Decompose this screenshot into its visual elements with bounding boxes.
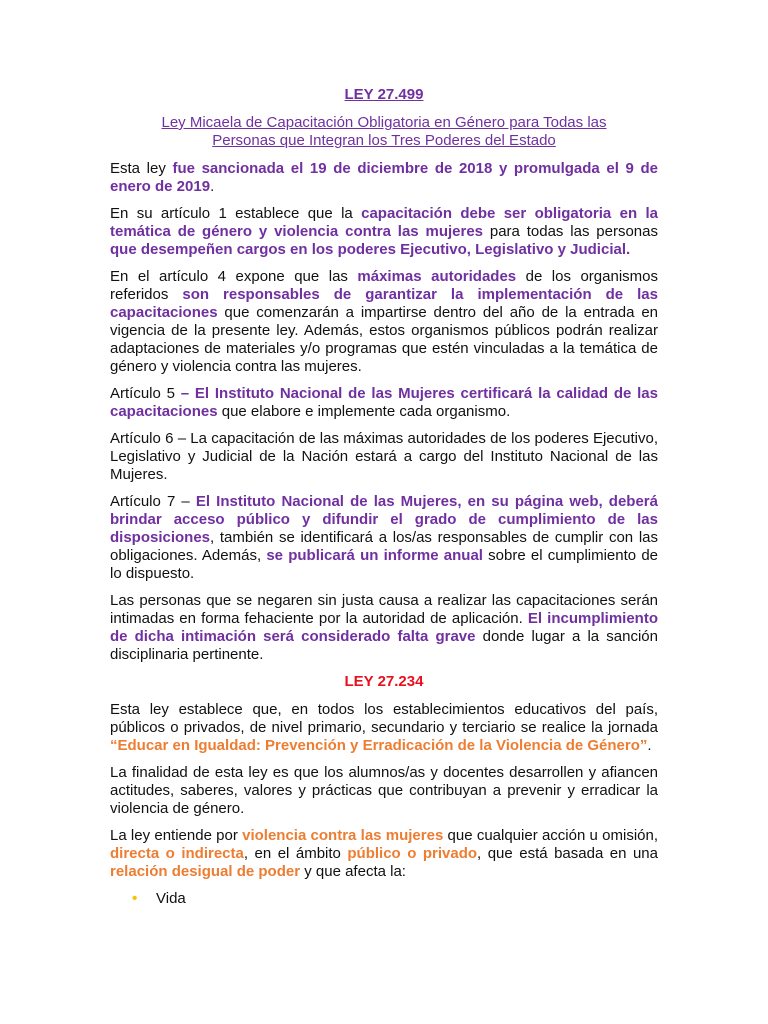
subtitle-line-2: Personas que Integran los Tres Poderes del Estado <box>212 132 556 149</box>
highlight: son responsables de garantizar la implementación de las capacitaciones <box>110 286 658 321</box>
text: para todas las personas <box>483 223 658 240</box>
highlight: máximas autoridades <box>357 268 517 285</box>
paragraph-sanctions <box>110 592 658 664</box>
law-27234-title: LEY 27.234 <box>344 673 424 690</box>
highlight: “Educar en Igualdad: Prevención y Erradicación de la Violencia de Género” <box>110 737 648 754</box>
text: Esta ley establece que, en todos los establecimientos educativos del país, públicos o privados, de nivel primario, secundario y terciario se realice la jornada <box>110 701 658 736</box>
text: que cualquier acción u omisión, <box>443 827 659 844</box>
paragraph-article-1 <box>110 205 658 259</box>
text: donde lugar a la sanción disciplinaria pertinente. <box>110 628 658 663</box>
paragraph-sanction-dates <box>110 160 658 196</box>
paragraph-finalidad <box>110 764 658 818</box>
text: que elabore e implemente cada organismo. <box>217 403 511 420</box>
text: Artículo 6 – La capacitación de las máximas autoridades de los poderes Ejecutivo, Legislativo y Judicial de la Nación estará a cargo del Instituto Nacional de las Mujeres. <box>110 430 658 483</box>
text: , que está basada en una <box>477 845 658 862</box>
highlight: fue sancionada el 19 de diciembre de 2018 y promulgada el 9 de enero de 2019 <box>110 160 658 195</box>
paragraph-educar-igualdad <box>110 701 658 755</box>
highlight: El incumplimiento de dicha intimación será considerado falta grave <box>110 610 658 645</box>
subtitle-line-1: Ley Micaela de Capacitación Obligatoria en Género para Todas las <box>161 114 607 131</box>
highlight: que desempeñen cargos en los poderes Ejecutivo, Legislativo y Judicial. <box>110 241 631 258</box>
highlight: violencia contra las mujeres <box>242 827 444 844</box>
text: La ley entiende por <box>110 827 243 844</box>
text: que comenzarán a impartirse dentro del año de la entrada en vigencia de la presente ley. Además, estos organismos públicos podrán realizar adaptaciones de materiales y/o programas que estén vinculadas a la temática de género y violencia contra las mujeres. <box>110 304 658 375</box>
paragraph-article-5 <box>110 385 658 421</box>
highlight: El Instituto Nacional de las Mujeres, en su página web, deberá brindar acceso público y difundir el grado de cumplimiento de las disposiciones <box>110 493 658 546</box>
bullet-icon: • <box>132 890 138 907</box>
paragraph-article-6 <box>110 430 658 484</box>
law-27499-title: LEY 27.499 <box>344 86 424 103</box>
text: La finalidad de esta ley es que los alumnos/as y docentes desarrollen y afiancen actitudes, saberes, valores y prácticas que contribuyan a prevenir y erradicar la violencia de género. <box>110 764 658 817</box>
text: Artículo 5 <box>110 385 181 402</box>
highlight: relación desigual de poder <box>110 863 301 880</box>
paragraph-definition <box>110 827 658 881</box>
highlight: capacitación debe ser obligatoria en la temática de género y violencia contra las mujeres <box>110 205 658 240</box>
highlight: directa o indirecta <box>110 845 244 862</box>
text: de los organismos referidos <box>110 268 659 303</box>
paragraph-article-7 <box>110 493 658 583</box>
document-body <box>110 86 658 908</box>
text: y que afecta la: <box>300 863 406 880</box>
highlight: se publicará un informe anual <box>266 547 483 564</box>
paragraph-article-4 <box>110 268 658 376</box>
text: , en el ámbito <box>243 845 348 862</box>
text: . <box>210 178 215 195</box>
text: En el artículo 4 expone que las <box>110 268 358 285</box>
text: Artículo 7 – <box>110 493 196 510</box>
text: sobre el cumplimiento de lo dispuesto. <box>110 547 659 582</box>
bullet-list <box>110 890 658 908</box>
text: , también se identificará a los/as responsables de cumplir con las obligaciones. Además, <box>110 529 658 564</box>
list-item <box>110 890 658 908</box>
list-item-label: Vida <box>156 890 186 907</box>
text: Las personas que se negaren sin justa causa a realizar las capacitaciones serán intimadas en forma fehaciente por la autoridad de aplicación. <box>110 592 658 627</box>
text: . <box>647 737 652 754</box>
text: En su artículo 1 establece que la <box>110 205 362 222</box>
highlight: público o privado <box>347 845 478 862</box>
law-27499-subtitle <box>110 114 658 150</box>
highlight: – El Instituto Nacional de las Mujeres certificará la calidad de las capacitaciones <box>110 385 658 420</box>
text: Esta ley <box>110 160 173 177</box>
